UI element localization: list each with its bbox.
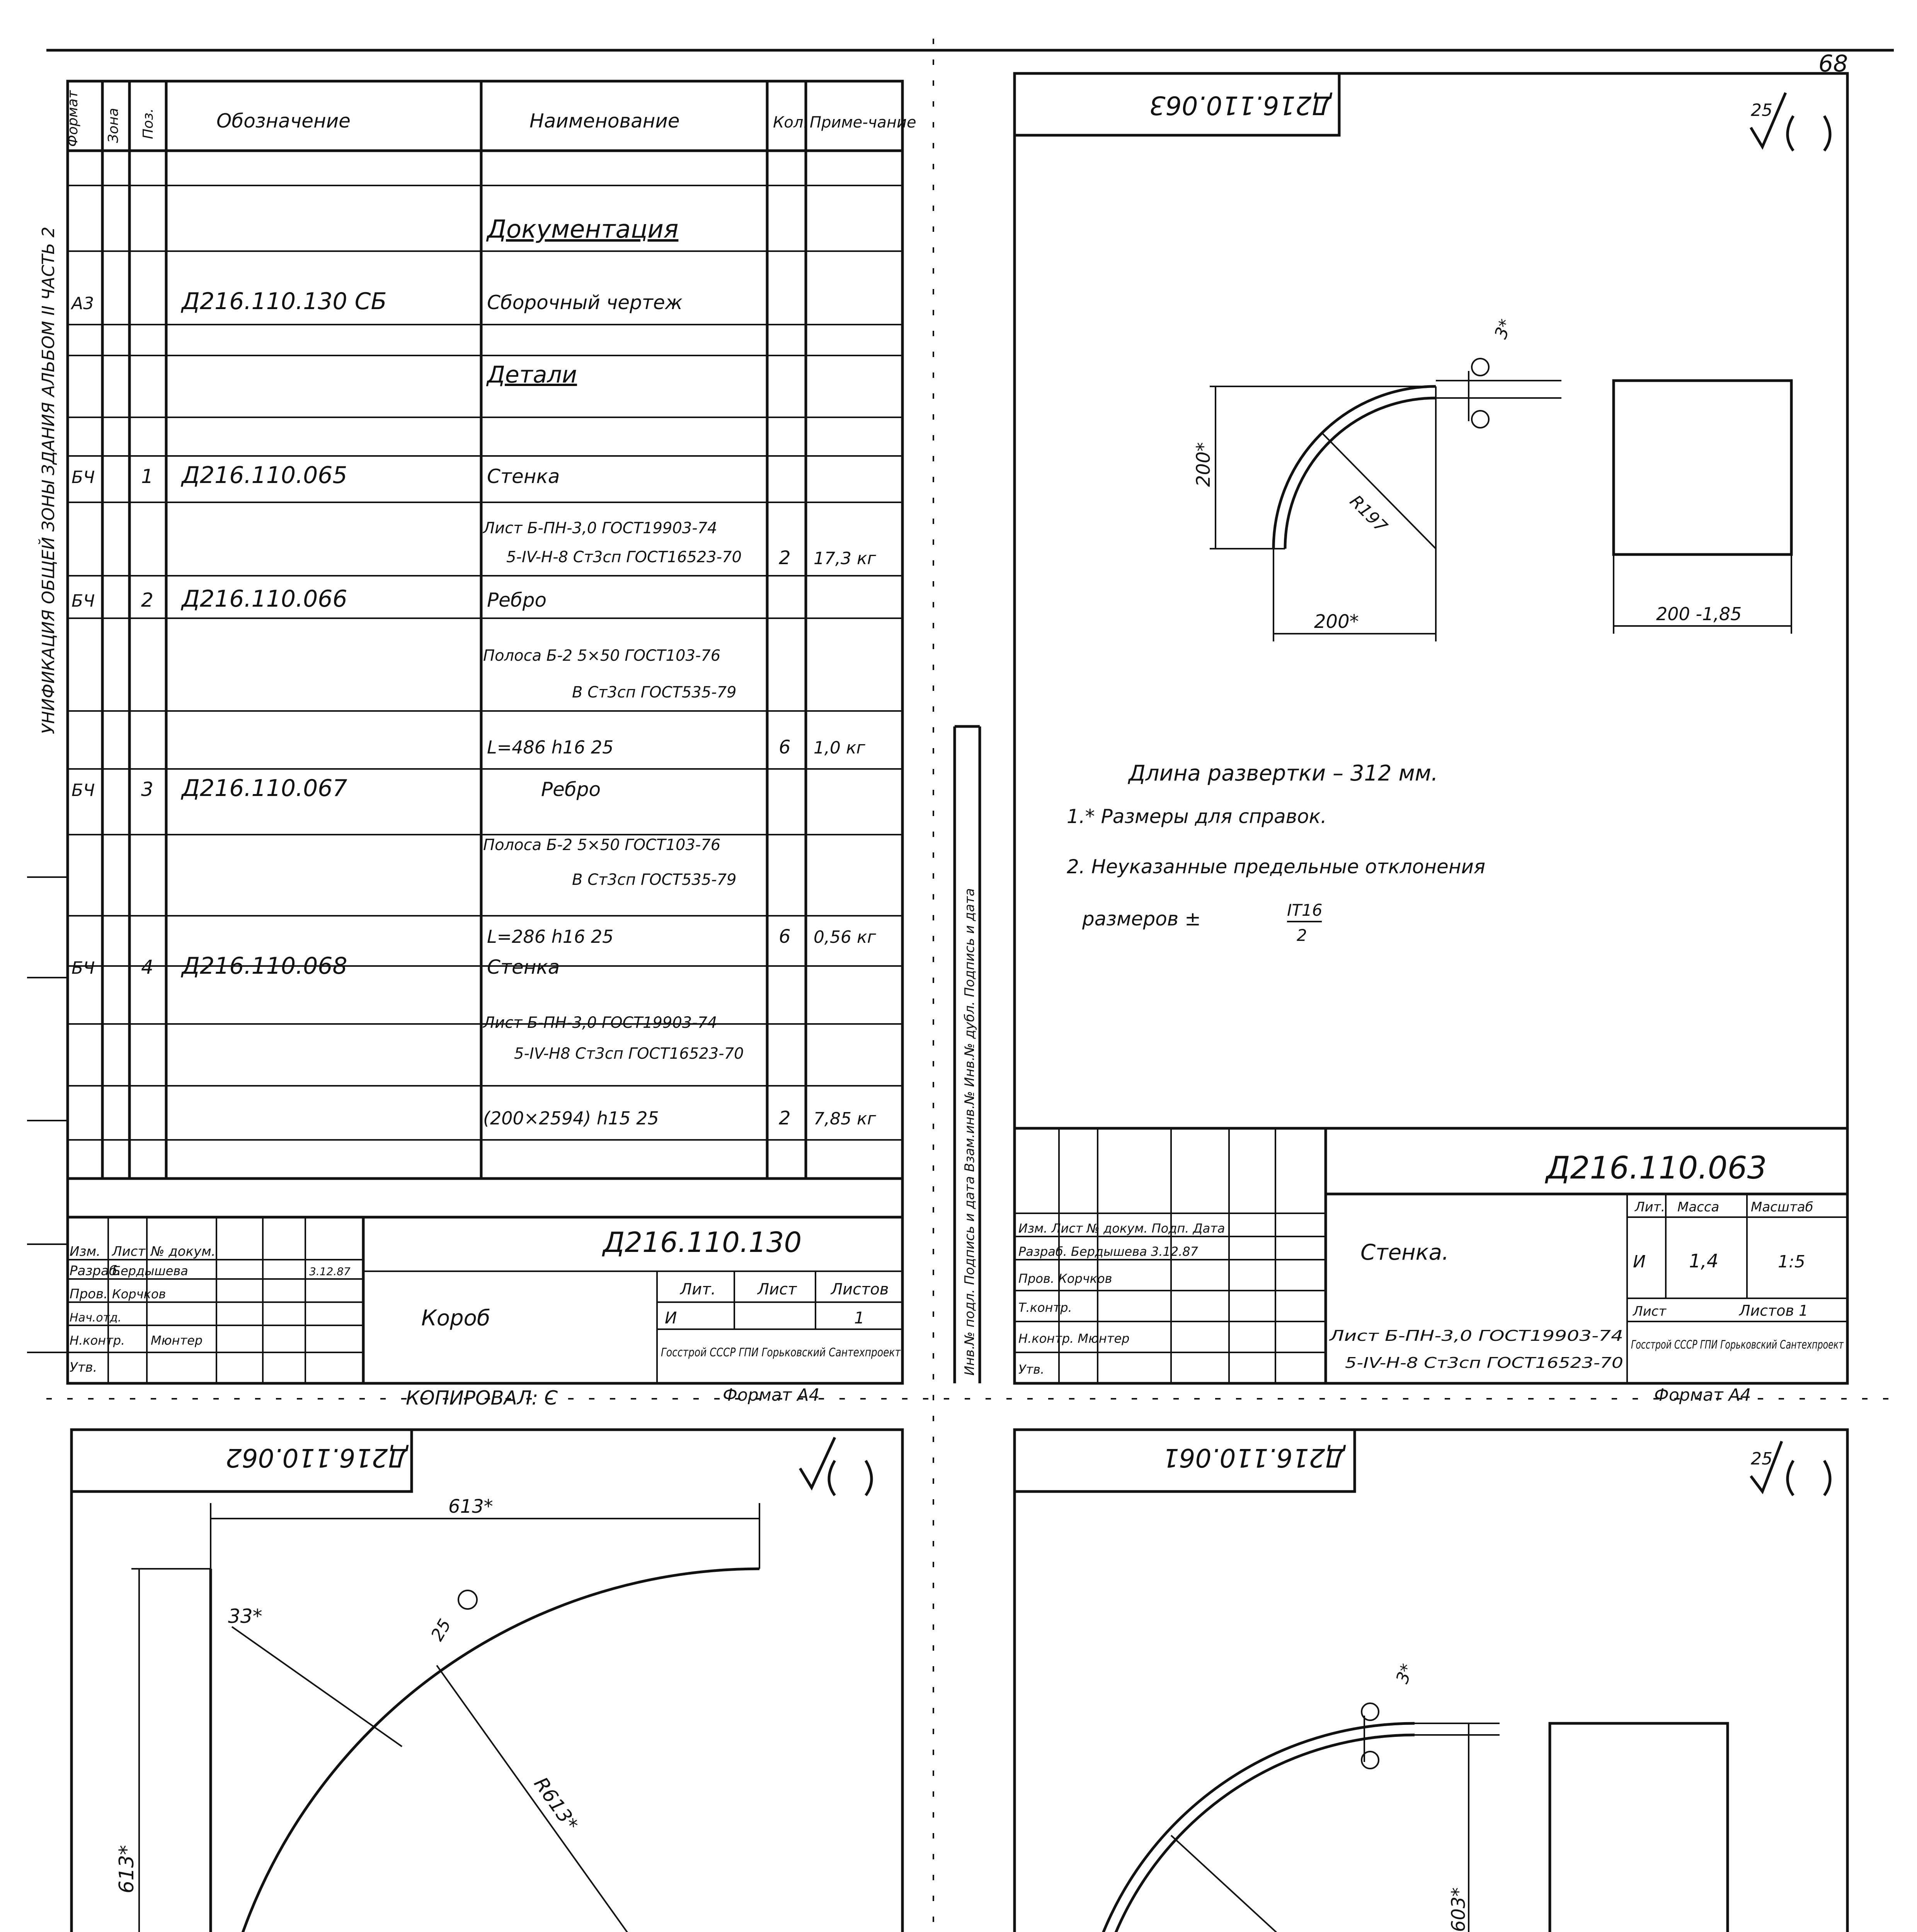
s063-title: Стенка. <box>1360 1240 1449 1265</box>
row12-designation: Д216.110.068 <box>182 952 347 980</box>
spec-lit-header: Лит. <box>680 1281 716 1298</box>
section-documentation: Документация <box>487 215 679 244</box>
spec-sheets: 1 <box>854 1308 865 1327</box>
row0-designation: Д216.110.130 СБ <box>182 288 387 315</box>
s063-note-den: 2 <box>1297 926 1307 945</box>
row7-note: 1,0 кг <box>814 738 865 758</box>
spec-title: Короб <box>421 1306 490 1331</box>
s063-roughness-value: 25 <box>1751 100 1772 120</box>
s063-mass: 1,4 <box>1689 1250 1719 1272</box>
row2-name: Лист Б-ПН-3,0 ГОСТ19903-74 <box>483 519 717 537</box>
s063-scale: 1:5 <box>1778 1252 1805 1272</box>
tb-razrab: Разраб. <box>70 1263 121 1279</box>
row0-format: А3 <box>72 294 94 313</box>
row8-name: Ребро <box>541 778 601 801</box>
s063-material2: 5-IV-Н-8 Ст3сп ГОСТ16523-70 <box>1345 1354 1623 1371</box>
s062-dim-width: 613* <box>448 1496 493 1517</box>
s062-dim-outer: R613* <box>529 1773 582 1835</box>
row14-name: 5-IV-Н8 Ст3сп ГОСТ16523-70 <box>514 1045 744 1063</box>
tb-col-izm: Изм. <box>70 1244 100 1259</box>
s063-dim-width: 200* <box>1314 611 1359 633</box>
hdr-note: Приме-чание <box>810 114 916 131</box>
s062-dim-height: 613* <box>115 1845 138 1893</box>
row12-name: Стенка <box>487 956 560 978</box>
row3-note: 17,3 кг <box>814 549 876 568</box>
row6-name: В Ст3сп ГОСТ535-79 <box>572 684 737 701</box>
hdr-zone: Зона <box>106 108 121 143</box>
row11-qty: 6 <box>779 926 791 947</box>
s063-note-it: IT16 <box>1287 901 1323 920</box>
row5-name: Полоса Б-2 5×50 ГОСТ103-76 <box>483 647 721 665</box>
spec-org: Госстрой СССР ГПИ Горьковский Сантехпроект <box>661 1346 901 1359</box>
s063-staff-2: Пров. Корчков <box>1018 1271 1112 1286</box>
row8-format: БЧ <box>72 781 95 800</box>
s063-staff-3: Т.контр. <box>1018 1300 1072 1315</box>
tb-col-list: Лист <box>112 1244 146 1259</box>
row11-name: L=286 h16 25 <box>487 926 614 947</box>
s063-staff-5: Утв. <box>1018 1362 1045 1377</box>
row3-qty: 2 <box>779 547 791 569</box>
row7-name: L=486 h16 25 <box>487 737 614 758</box>
hdr-pos: Поз. <box>140 108 156 139</box>
row13-name: Лист Б-ПН-3,0 ГОСТ19903-74 <box>483 1014 717 1032</box>
row1-name: Стенка <box>487 465 560 488</box>
s063-staff-4: Н.контр. Мюнтер <box>1018 1331 1130 1346</box>
spec-format: Формат А4 <box>723 1385 820 1405</box>
s063-scale-header: Масштаб <box>1751 1199 1813 1215</box>
s063-side-labels: Инв.№ подл. Подпись и дата Взам.инв.№ Инв.№ дубл. Подпись и дата <box>962 888 977 1376</box>
row15-name: (200×2594) h15 25 <box>483 1108 659 1129</box>
row12-format: БЧ <box>72 958 95 978</box>
tb-razrab-date: 3.12.87 <box>309 1265 351 1278</box>
hdr-format: Формат <box>65 90 81 147</box>
tb-razrab-name: Бердышева <box>112 1264 188 1278</box>
s063-dim-side: 200 -1,85 <box>1656 604 1742 624</box>
s063-mirror-number: Д216.110.063 <box>1149 90 1331 120</box>
row4-format: БЧ <box>72 591 95 611</box>
s063-material: Лист Б-ПН-3,0 ГОСТ19903-74 <box>1328 1327 1623 1344</box>
row10-name: В Ст3сп ГОСТ535-79 <box>572 871 737 889</box>
s061-mirror-number: Д216.110.061 <box>1163 1443 1345 1473</box>
s063-format: Формат А4 <box>1654 1385 1751 1405</box>
spec-sheet-header: Лист <box>758 1281 797 1298</box>
s063-lit: И <box>1633 1252 1646 1272</box>
s063-doc-number: Д216.110.063 <box>1546 1150 1767 1186</box>
row15-qty: 2 <box>779 1107 791 1129</box>
row15-note: 7,85 кг <box>814 1109 876 1129</box>
s063-lit-header: Лит. <box>1635 1199 1665 1215</box>
row9-name: Полоса Б-2 5×50 ГОСТ103-76 <box>483 836 721 854</box>
hdr-designation: Обозначение <box>216 110 351 132</box>
spec-doc-number: Д216.110.130 <box>603 1226 802 1259</box>
s061-roughness-value: 25 <box>1751 1449 1772 1469</box>
row4-pos: 2 <box>141 589 153 611</box>
s063-dim-thickness: 3* <box>1491 316 1516 342</box>
s063-note-length: Длина развертки – 312 мм. <box>1129 761 1438 786</box>
row4-name: Ребро <box>487 589 547 611</box>
row1-pos: 1 <box>141 465 153 488</box>
row7-qty: 6 <box>779 736 791 758</box>
spec-sheets-header: Листов <box>831 1281 889 1298</box>
s063-sheets: Листов 1 <box>1739 1302 1808 1319</box>
s063-staff-1: Разраб. Бердышева 3.12.87 <box>1018 1244 1199 1259</box>
hdr-name: Наименование <box>529 110 680 132</box>
s063-note-3: размеров ± <box>1082 908 1201 930</box>
s063-mass-header: Масса <box>1677 1199 1720 1215</box>
s063-dim-height: 200* <box>1193 442 1214 487</box>
cut-marker: КОПИРОВАЛ: C <box>406 1387 558 1409</box>
s063-note-2: 2. Неуказанные предельные отклонения <box>1067 855 1486 878</box>
row8-pos: 3 <box>141 778 153 801</box>
row1-format: БЧ <box>72 468 95 487</box>
tb-utv: Утв. <box>70 1360 97 1375</box>
row0-name: Сборочный чертеж <box>487 291 683 314</box>
s061-dim-height: 603* <box>1448 1887 1469 1932</box>
tb-prov: Пров. <box>70 1286 108 1302</box>
row12-pos: 4 <box>141 956 153 978</box>
s063-staff-0: Изм. Лист № докум. Подп. Дата <box>1018 1221 1225 1236</box>
tb-nkontr: Н.контр. <box>70 1333 125 1348</box>
s061-dim-thickness: 3* <box>1392 1661 1418 1686</box>
row3-name: 5-IV-Н-8 Ст3сп ГОСТ16523-70 <box>506 548 742 566</box>
s062-mark: 25 <box>427 1616 455 1645</box>
s063-sheet-header: Лист <box>1633 1304 1667 1319</box>
spec-side-note: УНИФИКАЦИЯ ОБЩЕЙ ЗОНЫ ЗДАНИЯ АЛЬБОМ II ЧАСТЬ 2 <box>39 226 58 734</box>
section-details: Детали <box>487 361 577 388</box>
row8-designation: Д216.110.067 <box>182 775 347 802</box>
row4-designation: Д216.110.066 <box>182 585 347 612</box>
hdr-qty: Кол. <box>773 114 809 131</box>
tb-nach: Нач.отд. <box>70 1311 122 1325</box>
s062-dim-angle: 33* <box>228 1605 262 1628</box>
row1-designation: Д216.110.065 <box>182 462 347 489</box>
row11-note: 0,56 кг <box>814 927 876 947</box>
s063-dim-arc: R197 <box>1346 491 1391 537</box>
s062-mirror-number: Д216.110.062 <box>225 1443 408 1473</box>
spec-lit: И <box>665 1308 677 1327</box>
s063-note-1: 1.* Размеры для справок. <box>1067 805 1327 828</box>
tb-nkontr-name: Мюнтер <box>151 1333 203 1348</box>
tb-col-doc: № докум. <box>151 1244 216 1259</box>
tb-prov-name: Корчков <box>112 1287 166 1301</box>
page-number: 68 <box>1818 50 1848 77</box>
s063-org: Госстрой СССР ГПИ Горьковский Сантехпроект <box>1631 1338 1844 1352</box>
